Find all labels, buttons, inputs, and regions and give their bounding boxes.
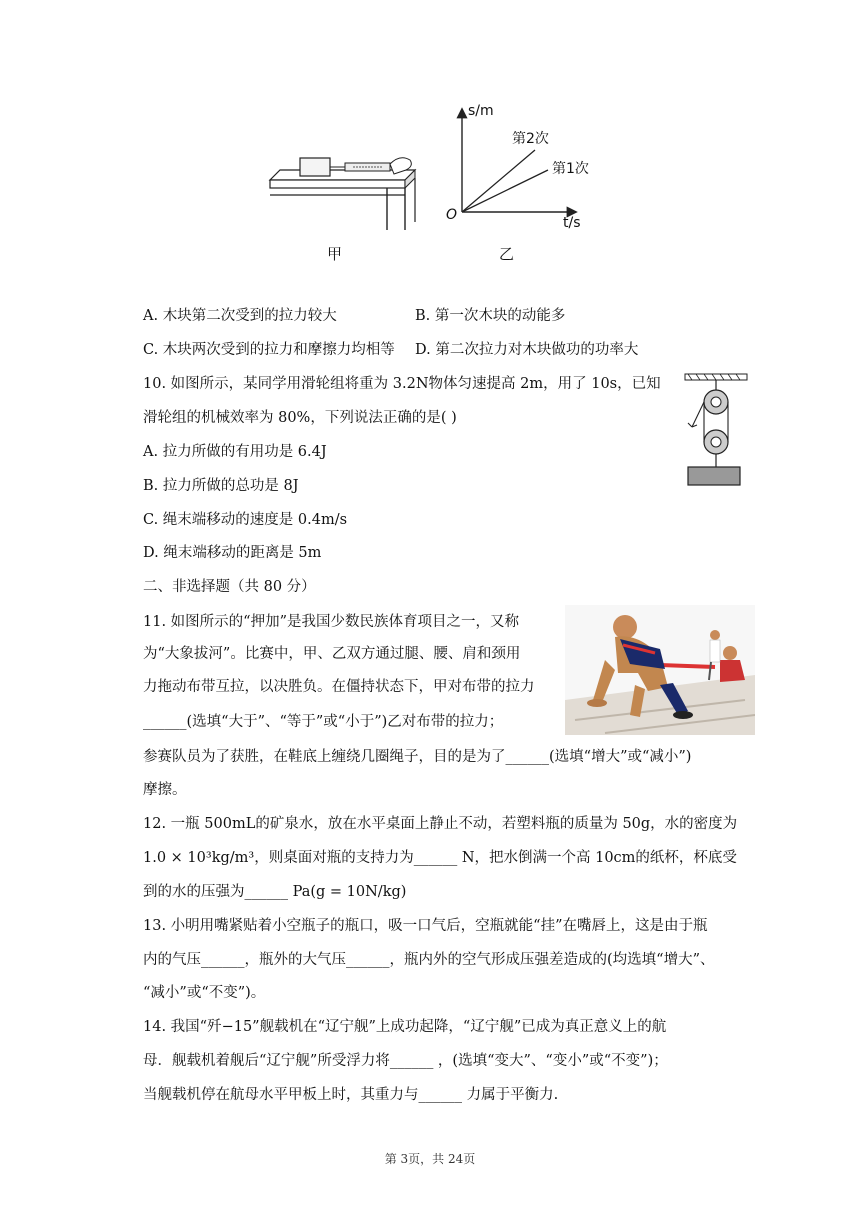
graph-origin-label: O: [446, 207, 458, 223]
figure-yajia-photo: [565, 605, 755, 735]
q11-line5: 参赛队员为了获胜，在鞋底上缠绕几圈绳子，目的是为了______(选填“增大”或“减小”): [143, 749, 692, 765]
graph-line2-label: 第2次: [512, 131, 549, 147]
q12-line1: 12. 一瓶 500mL的矿泉水，放在水平桌面上静止不动，若塑料瓶的质量为 50g，水的密度为: [143, 816, 738, 832]
q11-line4: ______(选填“大于”、“等于”或“小于”)乙对布带的拉力；: [143, 714, 504, 730]
graph-x-axis-label: t/s: [563, 215, 581, 231]
q14-line2: 母．舰载机着舰后“辽宁舰”所受浮力将______ ，(选填“变大”、“变小”或“不变”)；: [143, 1053, 668, 1069]
q9-option-a: A. 木块第二次受到的拉力较大: [143, 308, 337, 324]
graph-line1-label: 第1次: [552, 161, 589, 177]
q9-option-d: D. 第二次拉力对木块做功的功率大: [415, 342, 639, 358]
q11-line3: 力拖动布带互拉，以决胜负。在僵持状态下，甲对布带的拉力: [143, 679, 535, 695]
q9-option-b: B. 第一次木块的动能多: [415, 308, 566, 324]
q13-line2: 内的气压______，瓶外的大气压______，瓶内外的空气形成压强差造成的(均选填“增大”、: [143, 952, 715, 968]
q12-line2: 1.0 × 10³kg/m³，则桌面对瓶的支持力为______ N，把水倒满一个高 10cm的纸杯，杯底受: [143, 850, 737, 866]
figure-label-yi: 乙: [499, 245, 515, 263]
q14-line3: 当舰载机停在航母水平甲板上时，其重力与______ 力属于平衡力.: [143, 1087, 559, 1103]
q13-line1: 13. 小明用嘴紧贴着小空瓶子的瓶口，吸一口气后，空瓶就能“挂”在嘴唇上，这是由于瓶: [143, 918, 708, 934]
graph-y-axis-label: s/m: [468, 103, 494, 119]
q11-line6: 摩擦。: [143, 782, 187, 798]
q12-line3: 到的水的压强为______ Pa(g = 10N/kg): [143, 884, 407, 900]
q10-line2: 滑轮组的机械效率为 80%，下列说法正确的是( ): [143, 410, 457, 426]
page-footer: 第 3页，共 24页: [384, 1152, 476, 1166]
q11-line1: 11. 如图所示的“押加”是我国少数民族体育项目之一，又称: [143, 614, 519, 630]
q9-option-c: C. 木块两次受到的拉力和摩擦力均相等: [143, 342, 395, 358]
figure-label-jia: 甲: [327, 245, 343, 263]
figure-jia-table-block: [265, 150, 420, 230]
q10-line1: 10. 如图所示，某同学用滑轮组将重为 3.2N物体匀速提高 2m，用了 10s，已知: [143, 376, 661, 392]
q10-option-d: D. 绳末端移动的距离是 5m: [143, 545, 322, 561]
q14-line1: 14. 我国“歼−15”舰载机在“辽宁舰”上成功起降，“辽宁舰”已成为真正意义上的航: [143, 1019, 667, 1035]
q10-option-b: B. 拉力所做的总功是 8J: [143, 478, 299, 494]
q13-line3: “减小”或“不变”)。: [143, 985, 266, 1001]
q11-line2: 为“大象拔河”。比赛中，甲、乙双方通过腿、腰、肩和颈用: [143, 646, 521, 662]
figure-pulley-system: [680, 372, 752, 490]
q10-option-c: C. 绳末端移动的速度是 0.4m/s: [143, 512, 348, 528]
section-2-heading: 二、非选择题（共 80 分）: [143, 579, 316, 595]
q10-option-a: A. 拉力所做的有用功是 6.4J: [143, 444, 327, 460]
